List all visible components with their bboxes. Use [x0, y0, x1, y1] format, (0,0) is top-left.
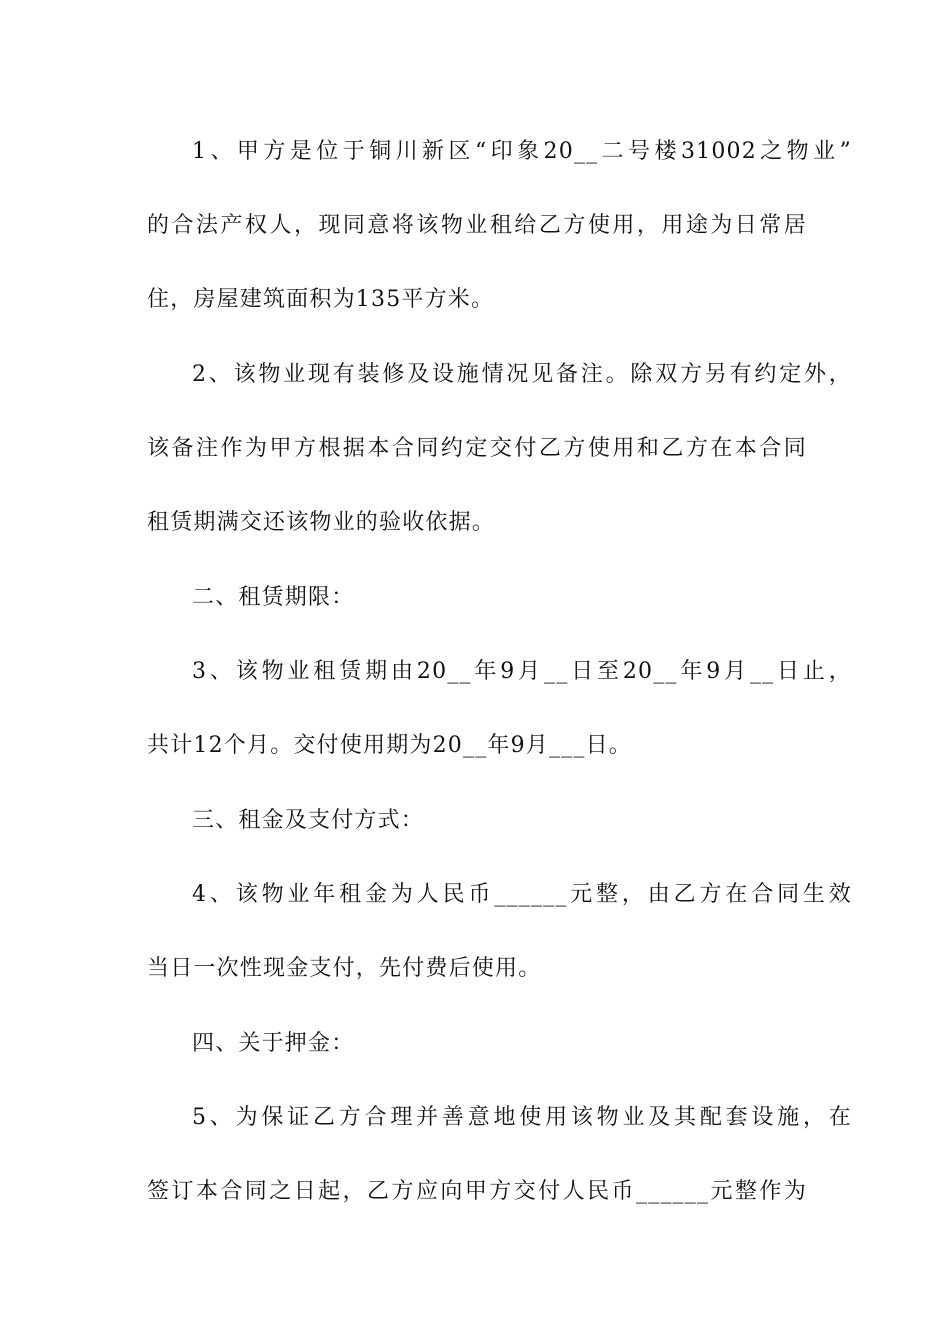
- paragraph-2-line-2: 该备注作为甲方根据本合同约定交付乙方使用和乙方在本合同: [147, 436, 807, 461]
- paragraph-2-line-3: 租赁期满交还该物业的验收依据。: [147, 510, 496, 535]
- paragraph-5-line-1: 5、为保证乙方合理并善意地使用该物业及其配套设施，在: [192, 1105, 852, 1130]
- paragraph-1-line-3: 住，房屋建筑面积为135平方米。: [147, 287, 495, 312]
- paragraph-4-line-1: 4、该物业年租金为人民币______元整，由乙方在合同生效: [192, 882, 852, 907]
- paragraph-1-line-2: 的合法产权人，现同意将该物业租给乙方使用，用途为日常居: [147, 213, 807, 238]
- section-heading-rent: 三、租金及支付方式：: [192, 808, 425, 833]
- paragraph-4-line-2: 当日一次性现金支付，先付费后使用。: [147, 956, 542, 981]
- section-heading-term: 二、租赁期限：: [192, 585, 355, 610]
- paragraph-5-line-2: 签订本合同之日起，乙方应向甲方交付人民币______元整作为: [147, 1179, 807, 1204]
- section-heading-deposit: 四、关于押金：: [192, 1031, 355, 1056]
- paragraph-1-line-1: 1、甲方是位于铜川新区“印象20__二号楼31002之物业”: [192, 139, 852, 164]
- paragraph-3-line-2: 共计12个月。交付使用期为20__年9月___日。: [147, 733, 632, 758]
- paragraph-2-line-1: 2、该物业现有装修及设施情况见备注。除双方另有约定外，: [192, 362, 852, 387]
- paragraph-3-line-1: 3、该物业租赁期由20__年9月__日至20__年9月__日止，: [192, 659, 852, 684]
